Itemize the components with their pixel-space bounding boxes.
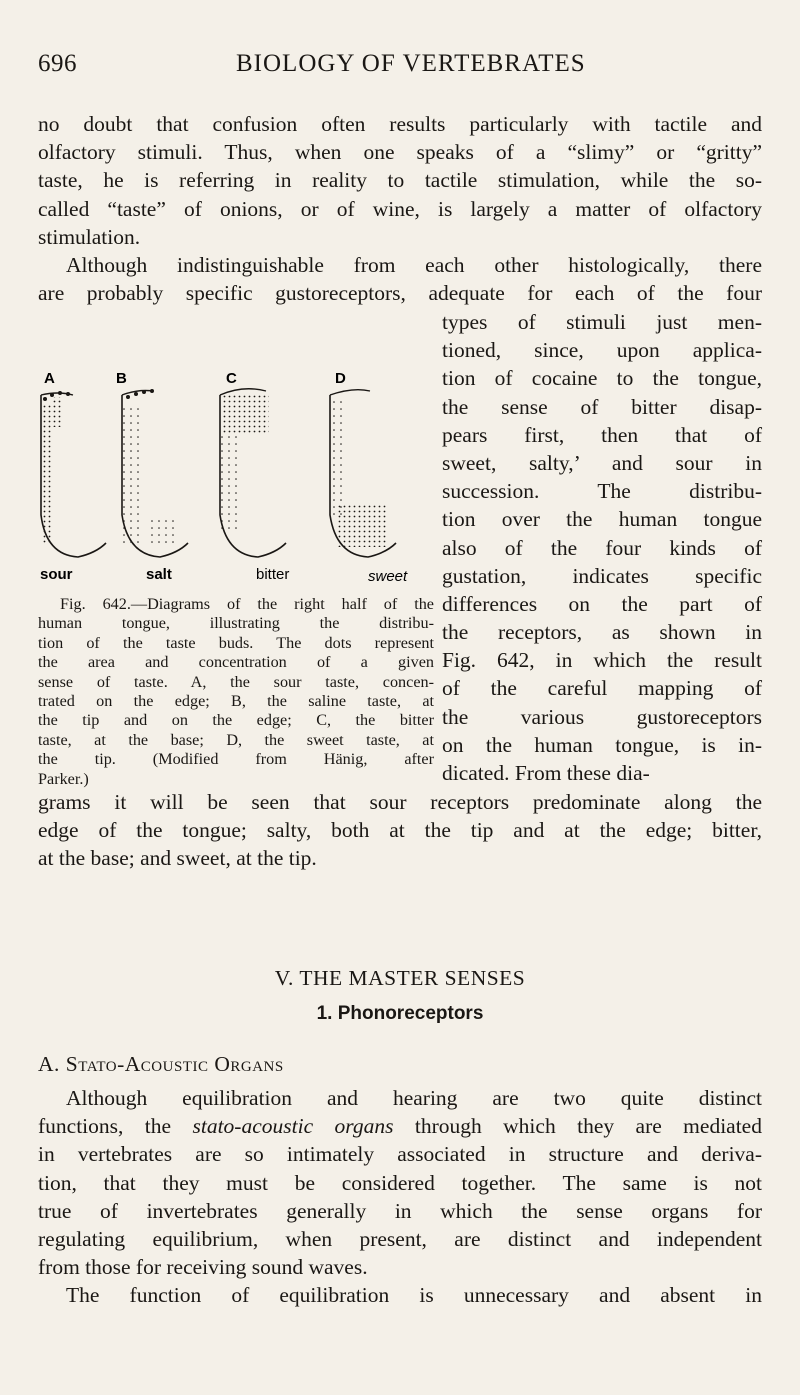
continuation-paragraph <box>38 788 762 873</box>
caption-line: the tip. (Modified from Hänig, after <box>38 750 434 769</box>
text-line: stimulation. <box>38 224 141 249</box>
caption-line: tion of the taste buds. The dots represent <box>38 633 434 652</box>
panel-letter-b: B <box>116 370 127 387</box>
text-line: pears first, then that of <box>442 422 762 447</box>
final-paragraph <box>38 1084 762 1310</box>
italic-term: stato-acoustic organs <box>192 1114 394 1139</box>
text-line: grams it will be seen that sour receptors predominate along the <box>38 790 762 814</box>
right-column-text <box>442 308 762 787</box>
text-line: are probably specific gustoreceptors, adequate for each of the four <box>38 281 762 306</box>
text-line: succession. The distribu- <box>442 479 762 504</box>
subsubsection-heading: A. Stato-Acoustic Organs <box>38 1052 284 1076</box>
text-line: dicated. From these dia- <box>442 761 650 785</box>
section-heading: V. THE MASTER SENSES <box>274 966 526 990</box>
caption-line: the area and concentration of a given <box>38 653 434 672</box>
panel-letter-c: C <box>226 370 237 387</box>
text-line: of the careful mapping of <box>442 676 762 701</box>
text-line: the receptors, as shown in <box>442 620 762 645</box>
text-line: Although equilibration and hearing are two quite distinct <box>66 1086 762 1110</box>
caption-line: taste, at the base; D, the sweet taste, at <box>38 730 434 749</box>
text-line: olfactory stimuli. Thus, when one speaks of a “slimy” or “gritty” <box>38 140 762 165</box>
panel-d <box>330 370 408 585</box>
text-line: sweet, salty,’ and sour in <box>442 450 762 475</box>
text-line: differences on the part of <box>442 591 762 616</box>
text-line: The function of equilibration is unnecessary and absent in <box>66 1283 762 1308</box>
text-line: from those for receiving sound waves. <box>38 1255 368 1280</box>
text-line: true of invertebrates generally in which the sense organs for <box>38 1198 762 1223</box>
panel-label-sour: sour <box>40 566 73 583</box>
panel-label-sweet: sweet <box>368 568 408 585</box>
text-line: no doubt that confusion often results particularly with tactile and <box>38 112 762 136</box>
text-line: Fig. 642, in which the result <box>442 648 762 673</box>
panel-c <box>220 370 289 583</box>
text-line: the various gustoreceptors <box>442 704 762 729</box>
text-line: regulating equilibrium, when present, are distinct and independent <box>38 1227 762 1252</box>
text-line: tioned, since, upon applica- <box>442 338 762 363</box>
text-line: on the human tongue, is in- <box>442 732 762 757</box>
text-line: at the base; and sweet, at the tip. <box>38 846 317 871</box>
figure-caption <box>38 595 434 789</box>
text-line <box>38 1112 762 1140</box>
panel-label-salt: salt <box>146 566 172 583</box>
tongue-diagram-svg <box>38 365 438 585</box>
text-line: tion of cocaine to the tongue, <box>442 366 762 391</box>
text-line: edge of the tongue; salty, both at the tip and at the edge; bitter, <box>38 818 762 843</box>
running-header <box>38 46 762 82</box>
figure-642-tongue-diagrams <box>38 365 438 585</box>
caption-line: Fig. 642.—Diagrams of the right half of the <box>60 595 434 613</box>
panel-a <box>40 370 106 583</box>
text-line: called “taste” of onions, or of wine, is largely a matter of olfactory <box>38 196 762 221</box>
text-line: types of stimuli just men- <box>442 310 762 334</box>
text-line: tion, that they must be considered together. The same is not <box>38 1170 762 1195</box>
text-line: also of the four kinds of <box>442 535 762 560</box>
caption-line: human tongue, illustrating the distribu- <box>38 614 434 633</box>
text-fragment: through which they are mediated <box>393 1114 762 1139</box>
text-fragment: functions, the <box>38 1114 193 1139</box>
panel-letter-d: D <box>335 370 346 387</box>
subsection-heading: 1. Phonoreceptors <box>316 1003 484 1024</box>
panel-letter-a: A <box>44 370 55 387</box>
page-number: 696 <box>38 50 77 77</box>
text-line: tion over the human tongue <box>442 507 762 532</box>
panel-b <box>116 370 188 583</box>
text-line: the sense of bitter disap- <box>442 394 762 419</box>
text-line: in vertebrates are so intimately associated in structure and deriva- <box>38 1142 762 1167</box>
text-line: Although indistinguishable from each other histologically, there <box>66 253 762 277</box>
intro-paragraph <box>38 110 762 251</box>
caption-line: sense of taste. A, the sour taste, concen- <box>38 672 434 691</box>
caption-line: trated on the edge; B, the saline taste, at <box>38 691 434 710</box>
text-line: gustation, indicates specific <box>442 563 762 588</box>
panel-label-bitter: bitter <box>256 566 290 583</box>
caption-line: the tip and on the edge; C, the bitter <box>38 711 434 730</box>
text-line: taste, he is referring in reality to tactile stimulation, while the so- <box>38 168 762 193</box>
running-title: BIOLOGY OF VERTEBRATES <box>236 50 586 77</box>
caption-line: Parker.) <box>38 769 89 788</box>
second-paragraph <box>38 251 762 307</box>
